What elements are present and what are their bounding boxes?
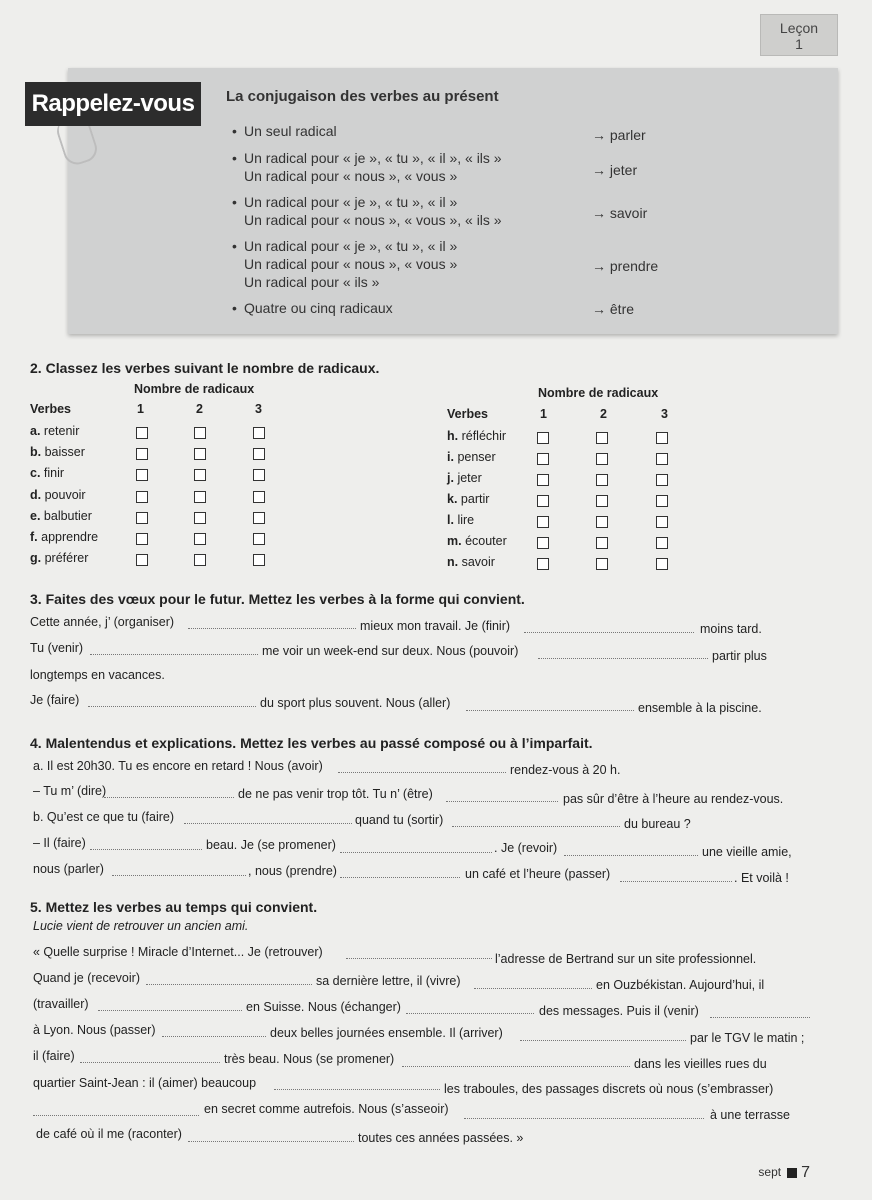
rule-4: • Un radical pour « je », « tu », « il » Un radical pour « nous », « vous » Un radical pour « ils » xyxy=(232,238,458,290)
ex2-checkbox-1[interactable] xyxy=(136,448,148,460)
ex2-checkbox-1[interactable] xyxy=(136,491,148,503)
ex4-text: nous (parler) xyxy=(33,862,104,876)
ex5-text: il (faire) xyxy=(33,1049,75,1063)
ex4-blank-prendre[interactable] xyxy=(340,877,460,878)
ex2-verb-label: apprendre xyxy=(41,530,99,544)
rule-5-example: → être xyxy=(592,301,635,317)
ex4-text: , nous (prendre) xyxy=(248,864,337,878)
ex4-text: quand tu (sortir) xyxy=(355,813,444,827)
ex3-text: mieux mon travail. Je (finir) xyxy=(360,619,511,633)
ex2-checkbox-1[interactable] xyxy=(537,474,549,486)
ex4-blank-dire[interactable] xyxy=(104,797,234,798)
ex2-verb-letter: i. xyxy=(447,450,454,464)
ex2-verb-row xyxy=(447,513,474,527)
ex4-blank-passer[interactable] xyxy=(620,881,732,882)
ex5-blank-travailler[interactable] xyxy=(98,1010,242,1011)
ex2-checkbox-1[interactable] xyxy=(537,516,549,528)
ex2-verb-letter: h. xyxy=(447,429,459,443)
ex2-verb-row xyxy=(30,509,92,523)
ex2-verb-label: jeter xyxy=(457,471,482,485)
ex2-verb-label: pouvoir xyxy=(44,488,86,502)
ex4-blank-parler[interactable] xyxy=(112,875,246,876)
ex2-verb-row xyxy=(30,445,85,459)
ex3-text: partir plus xyxy=(712,649,767,663)
ex5-blank-aimer[interactable] xyxy=(274,1089,440,1090)
ex2-right-header-group: Nombre de radicaux xyxy=(538,386,659,400)
ex4-text: un café et l’heure (passer) xyxy=(465,867,611,881)
ex2-verb-row xyxy=(30,530,98,544)
ex2-checkbox-1[interactable] xyxy=(537,453,549,465)
ex2-checkbox-2[interactable] xyxy=(194,491,206,503)
page-number: 7 xyxy=(801,1164,810,1181)
ex3-text: Tu (venir) xyxy=(30,641,84,655)
ex2-checkbox-1[interactable] xyxy=(136,533,148,545)
ex5-text: « Quelle surprise ! Miracle d’Internet... Je (retrouver) xyxy=(33,945,323,959)
ex2-checkbox-1[interactable] xyxy=(136,469,148,481)
ex5-text: par le TGV le matin ; xyxy=(690,1031,805,1045)
lesson-number: 1 xyxy=(795,36,803,52)
ex4-blank-revoir[interactable] xyxy=(564,855,698,856)
ex2-checkbox-3[interactable] xyxy=(253,512,265,524)
ex4-text: de ne pas venir trop tôt. Tu n’ (être) xyxy=(238,787,433,801)
ex2-verb-row xyxy=(30,424,79,438)
ex4-text: pas sûr d’être à l’heure au rendez-vous. xyxy=(563,792,784,806)
reminder-label: Rappelez-vous xyxy=(25,82,201,126)
ex2-checkbox-3[interactable] xyxy=(656,558,668,570)
ex2-verb-label: baisser xyxy=(44,445,85,459)
ex2-checkbox-1[interactable] xyxy=(537,558,549,570)
ex2-left-header-group: Nombre de radicaux xyxy=(134,382,255,396)
ex3-blank-finir[interactable] xyxy=(524,632,694,633)
ex4-blank-faire2[interactable] xyxy=(90,849,202,850)
ex2-verb-letter: a. xyxy=(30,424,41,438)
ex2-checkbox-2[interactable] xyxy=(596,453,608,465)
rule-2: • Un radical pour « je », « tu », « il », « ils » Un radical pour « nous », « vous » xyxy=(232,150,502,184)
ex2-verb-label: partir xyxy=(460,492,490,506)
ex2-verb-label: penser xyxy=(457,450,496,464)
ex4-blank-etre[interactable] xyxy=(446,801,558,802)
lesson-label: Leçon xyxy=(779,20,819,36)
ex2-checkbox-3[interactable] xyxy=(253,469,265,481)
ex4-text: une vieille amie, xyxy=(702,845,792,859)
ex2-verb-row xyxy=(447,471,482,485)
ex4-text: beau. Je (se promener) xyxy=(206,838,336,852)
ex3-blank-pouvoir[interactable] xyxy=(538,658,708,659)
ex2-verb-letter: g. xyxy=(30,551,42,565)
ex2-checkbox-2[interactable] xyxy=(596,558,608,570)
ex4-text: – Il (faire) xyxy=(33,836,86,850)
ex5-text: de café où il me (raconter) xyxy=(36,1127,182,1141)
ex2-checkbox-2[interactable] xyxy=(194,469,206,481)
ex2-checkbox-2[interactable] xyxy=(194,533,206,545)
ex5-text: les traboules, des passages discrets où nous (s’embrasser) xyxy=(444,1082,774,1096)
ex4-text: . Et voilà ! xyxy=(734,871,789,885)
ex5-text: des messages. Puis il (venir) xyxy=(539,1004,699,1018)
ex2-verb-label: retenir xyxy=(43,424,80,438)
ex5-blank-raconter[interactable] xyxy=(188,1141,354,1142)
ex2-verb-label: finir xyxy=(43,466,65,480)
ex5-text: deux belles journées ensemble. Il (arriver) xyxy=(270,1026,503,1040)
ex5-text: à Lyon. Nous (passer) xyxy=(33,1023,156,1037)
ex2-checkbox-2[interactable] xyxy=(596,495,608,507)
ex2-checkbox-3[interactable] xyxy=(656,495,668,507)
ex5-blank-retrouver[interactable] xyxy=(346,958,492,959)
ex2-verb-letter: d. xyxy=(30,488,42,502)
ex3-title: 3. Faites des vœux pour le futur. Mettez les verbes à la forme qui convient. xyxy=(30,591,525,607)
ex3-text: moins tard. xyxy=(700,622,762,636)
ex2-verb-row xyxy=(30,551,88,565)
page-word: sept xyxy=(758,1165,782,1180)
ex4-text: a. Il est 20h30. Tu es encore en retard ! Nous (avoir) xyxy=(33,759,323,773)
ex2-verb-letter: e. xyxy=(30,509,41,523)
ex5-text: sa dernière lettre, il (vivre) xyxy=(316,974,461,988)
rule-3: • Un radical pour « je », « tu », « il » Un radical pour « nous », « vous », « ils » xyxy=(232,194,502,228)
ex2-checkbox-2[interactable] xyxy=(194,554,206,566)
ex2-verb-letter: f. xyxy=(30,530,38,544)
ex3-blank-faire[interactable] xyxy=(88,706,256,707)
ex2-checkbox-3[interactable] xyxy=(656,453,668,465)
ex2-checkbox-2[interactable] xyxy=(596,474,608,486)
ex2-checkbox-1[interactable] xyxy=(136,427,148,439)
ex2-checkbox-3[interactable] xyxy=(253,448,265,460)
ex4-text: rendez-vous à 20 h. xyxy=(510,763,621,777)
ex4-text: du bureau ? xyxy=(624,817,691,831)
ex5-text: toutes ces années passées. » xyxy=(358,1131,524,1145)
ex2-right-col-1: 1 xyxy=(540,407,547,421)
ex2-checkbox-1[interactable] xyxy=(537,495,549,507)
ex2-checkbox-3[interactable] xyxy=(253,533,265,545)
ex2-verb-row xyxy=(447,492,489,506)
ex3-text: du sport plus souvent. Nous (aller) xyxy=(260,696,451,710)
ex2-verb-letter: j. xyxy=(447,471,454,485)
ex5-blank-faire[interactable] xyxy=(80,1062,220,1063)
ex2-verb-row xyxy=(30,466,64,480)
ex5-blank-echanger[interactable] xyxy=(406,1013,534,1014)
ex2-verb-label: savoir xyxy=(461,555,495,569)
ex2-checkbox-1[interactable] xyxy=(136,554,148,566)
square-icon xyxy=(787,1168,797,1178)
ex2-verb-label: lire xyxy=(457,513,475,527)
ex5-blank-passer[interactable] xyxy=(162,1036,266,1037)
ex2-checkbox-2[interactable] xyxy=(596,537,608,549)
ex2-verb-label: balbutier xyxy=(43,509,92,523)
ex3-blank-aller[interactable] xyxy=(466,710,634,711)
ex5-title: 5. Mettez les verbes au temps qui convient. xyxy=(30,899,318,915)
ex2-left-header-verbs: Verbes xyxy=(30,402,72,416)
ex2-left-col-3: 3 xyxy=(255,402,262,416)
ex2-title: 2. Classez les verbes suivant le nombre de radicaux. xyxy=(30,360,380,376)
ex2-verb-row xyxy=(447,429,506,443)
ex2-checkbox-2[interactable] xyxy=(194,448,206,460)
ex3-text: Je (faire) xyxy=(30,693,80,707)
ex5-subtitle: Lucie vient de retrouver un ancien ami. xyxy=(33,919,249,933)
ex2-right-header-verbs: Verbes xyxy=(447,407,489,421)
ex5-text: Quand je (recevoir) xyxy=(33,971,140,985)
ex5-blank-recevoir[interactable] xyxy=(146,984,312,985)
ex4-text: b. Qu’est ce que tu (faire) xyxy=(33,810,175,824)
ex4-blank-se-promener[interactable] xyxy=(340,852,492,853)
ex2-checkbox-3[interactable] xyxy=(656,474,668,486)
ex4-blank-sortir[interactable] xyxy=(452,826,620,827)
ex2-checkbox-3[interactable] xyxy=(253,554,265,566)
ex3-text: ensemble à la piscine. xyxy=(638,701,762,715)
ex5-text: quartier Saint-Jean : il (aimer) beaucoup xyxy=(33,1076,257,1090)
ex5-text: (travailler) xyxy=(33,997,89,1011)
rule-4-example: → prendre xyxy=(592,258,659,274)
ex2-verb-row xyxy=(447,534,507,548)
ex4-text: – Tu m’ (dire) xyxy=(33,784,107,798)
ex2-checkbox-2[interactable] xyxy=(194,427,206,439)
lesson-tab xyxy=(760,14,838,56)
rule-3-example: → savoir xyxy=(592,205,648,221)
ex2-checkbox-3[interactable] xyxy=(656,432,668,444)
ex2-verb-letter: m. xyxy=(447,534,462,548)
ex5-blank-se-promener[interactable] xyxy=(402,1066,630,1067)
ex2-checkbox-3[interactable] xyxy=(656,516,668,528)
ex2-checkbox-3[interactable] xyxy=(656,537,668,549)
ex5-blank-vivre[interactable] xyxy=(474,988,592,989)
ex3-text: longtemps en vacances. xyxy=(30,668,165,682)
ex5-text: à une terrasse xyxy=(710,1108,790,1122)
page-footer xyxy=(758,1164,810,1182)
ex2-checkbox-1[interactable] xyxy=(136,512,148,524)
ex5-text: en Ouzbékistan. Aujourd’hui, il xyxy=(596,978,765,992)
rule-1: • Un seul radical xyxy=(232,123,337,139)
ex2-right-col-2: 2 xyxy=(600,407,607,421)
ex2-verb-letter: n. xyxy=(447,555,459,569)
ex4-text: . Je (revoir) xyxy=(494,841,558,855)
ex3-text: me voir un week-end sur deux. Nous (pouvoir) xyxy=(262,644,519,658)
ex2-verb-row xyxy=(447,555,495,569)
ex3-blank-venir[interactable] xyxy=(90,654,258,655)
ex2-verb-letter: k. xyxy=(447,492,458,506)
ex4-title: 4. Malentendus et explications. Mettez les verbes au passé composé ou à l’imparfait. xyxy=(30,735,593,751)
ex2-verb-letter: l. xyxy=(447,513,454,527)
ex5-text: dans les vieilles rues du xyxy=(634,1057,767,1071)
ex2-checkbox-3[interactable] xyxy=(253,427,265,439)
ex2-verb-letter: c. xyxy=(30,466,41,480)
ex2-checkbox-1[interactable] xyxy=(537,537,549,549)
ex5-blank-asseoir[interactable] xyxy=(464,1118,704,1119)
ex2-checkbox-1[interactable] xyxy=(537,432,549,444)
ex2-left-col-2: 2 xyxy=(196,402,203,416)
ex5-blank-embrasser[interactable] xyxy=(33,1115,199,1116)
ex5-text: l’adresse de Bertrand sur un site professionnel. xyxy=(495,952,757,966)
ex2-verb-label: écouter xyxy=(465,534,507,548)
ex5-text: en secret comme autrefois. Nous (s’asseoir) xyxy=(204,1102,449,1116)
ex5-text: très beau. Nous (se promener) xyxy=(224,1052,395,1066)
ex2-checkbox-2[interactable] xyxy=(596,432,608,444)
ex2-checkbox-2[interactable] xyxy=(596,516,608,528)
ex2-verb-row xyxy=(447,450,496,464)
ex2-verb-row xyxy=(30,488,86,502)
ex2-left-col-1: 1 xyxy=(137,402,144,416)
ex3-blank-organiser[interactable] xyxy=(188,628,356,629)
ex2-checkbox-3[interactable] xyxy=(253,491,265,503)
ex2-right-col-3: 3 xyxy=(661,407,668,421)
ex2-checkbox-2[interactable] xyxy=(194,512,206,524)
ex5-blank-venir[interactable] xyxy=(710,1017,810,1018)
ex2-verb-label: réfléchir xyxy=(461,429,507,443)
ex2-verb-letter: b. xyxy=(30,445,42,459)
reminder-title: La conjugaison des verbes au présent xyxy=(226,88,499,105)
ex5-blank-arriver[interactable] xyxy=(520,1040,686,1041)
ex4-blank-faire[interactable] xyxy=(184,823,352,824)
rule-2-example: → jeter xyxy=(592,162,638,178)
ex5-text: en Suisse. Nous (échanger) xyxy=(246,1000,401,1014)
ex4-blank-avoir[interactable] xyxy=(338,772,506,773)
rule-1-example: → parler xyxy=(592,127,646,143)
ex3-text: Cette année, j’ (organiser) xyxy=(30,615,175,629)
ex2-verb-label: préférer xyxy=(44,551,89,565)
rule-5: • Quatre ou cinq radicaux xyxy=(232,300,393,316)
